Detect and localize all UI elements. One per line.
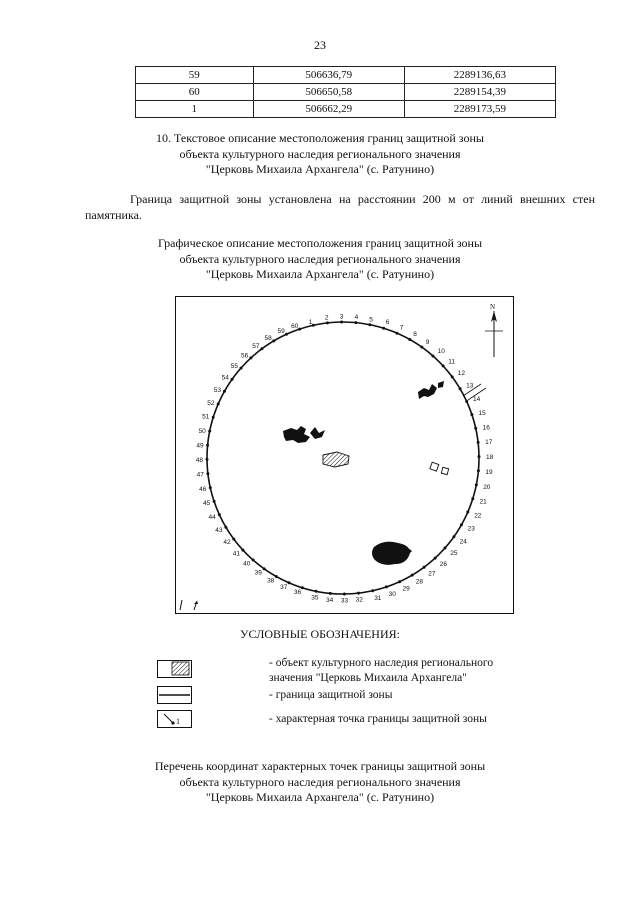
boundary-point [206,472,209,475]
boundary-point [451,375,454,378]
table-row [136,67,556,84]
legend-text-point: - характерная точка границы защитной зоны [269,713,487,725]
boundary-point-label: 16 [482,424,490,432]
boundary-point-label: 57 [252,343,260,351]
boundary-point [272,339,275,342]
legend-point-label: 1 [176,717,180,726]
boundary-point [465,400,468,403]
legend-symbol-boundary [157,686,192,704]
table-cell: 2289154,39 [404,84,555,101]
legend-title: УСЛОВНЫЕ ОБОЗНАЧЕНИЯ: [240,627,400,641]
boundary-point [368,323,371,326]
boundary-point-label: 11 [448,358,456,366]
table-cell: 2289173,59 [404,101,555,118]
boundary-point [371,589,374,592]
boundary-point [477,469,480,472]
boundary-point [471,497,474,500]
legend-text-boundary: - граница защитной зоны [269,689,393,701]
scale-mark-icon [180,600,198,610]
legend-text-line: значения "Церковь Михаила Архангела" [269,672,467,684]
boundary-point-label: 43 [215,526,223,534]
boundary-point [217,403,220,406]
coordinates-table [135,66,556,118]
boundary-point [452,535,455,538]
boundary-point-label: 14 [473,396,481,403]
boundary-point-label: 2 [324,314,329,322]
heritage-object [323,452,349,467]
boundary-point-label: 37 [280,584,288,591]
boundary-point-label: 8 [413,330,417,338]
boundary-point [224,526,227,529]
table-cell: 506636,79 [253,67,404,84]
boundary-point-label: 58 [264,335,272,342]
graphic-heading-line: "Церковь Михаила Архангела" (с. Ратунино) [205,267,435,281]
boundary-point [285,333,288,336]
boundary-point [223,390,226,393]
boundary-point [288,581,291,584]
boundary-map [175,296,514,614]
boundary-point-label: 34 [325,596,334,604]
boundary-point-label: 28 [415,578,424,586]
boundary-point-label: 10 [437,348,445,356]
boundary-point-label: 49 [196,442,204,450]
list-heading-line: "Церковь Михаила Архангела" (с. Ратунино) [205,790,435,804]
table-cell: 1 [136,101,254,118]
building-silhouette [283,426,310,443]
boundary-point [212,416,215,419]
page-number: 23 [314,38,326,52]
table-row [136,84,556,101]
boundary-point [459,387,462,390]
boundary-point-label: 56 [240,352,249,360]
boundary-point [260,347,263,350]
boundary-point-label: 18 [486,454,494,461]
boundary-point-label: 41 [232,550,240,558]
table-cell: 59 [136,67,254,84]
boundary-point-label: 26 [439,560,448,568]
boundary-point [213,500,216,503]
boundary-point-label: 33 [340,597,349,605]
building-silhouette [372,542,410,565]
boundary-point-label: 1 [308,318,313,326]
boundary-point [354,321,357,324]
boundary-point [231,378,234,381]
boundary-point [478,455,481,458]
graphic-heading-line: объекта культурного наследия регионального значения [179,251,461,266]
boundary-point-label: 38 [267,577,275,585]
small-structure [430,462,439,471]
boundary-point-label: 7 [399,324,404,332]
north-arrow-icon [485,303,503,357]
legend-text-line: - объект культурного наследия регионального [269,657,494,669]
boundary-point [431,355,434,358]
section-heading-line: 10. Текстовое описание местоположения границ защитной зоны [156,131,484,145]
boundary-point-label: 39 [254,569,262,577]
boundary-point-label: 44 [208,513,216,521]
boundary-point-label: 59 [277,328,285,336]
boundary-point [423,566,426,569]
boundary-point-label: 27 [428,570,436,578]
boundary-point [206,444,209,447]
boundary-point [442,364,445,367]
boundary-point [357,592,360,595]
list-heading-line: объекта культурного наследия регионального значения [179,774,461,789]
boundary-point-label: 6 [385,319,390,326]
north-label: N [490,303,496,311]
boundary-point-label: 45 [203,500,211,508]
boundary-point-label: 9 [425,338,430,346]
boundary-point-label: 32 [355,596,363,604]
boundary-point-label: 30 [388,591,396,598]
boundary-point [241,549,244,552]
boundary-point-label: 50 [198,427,206,435]
boundary-point [206,458,209,461]
boundary-point-label: 22 [474,512,482,520]
boundary-point [460,523,463,526]
section-heading-line: объекта культурного наследия регионального значения [179,146,461,161]
boundary-point-label: 40 [243,560,251,568]
boundary-point-label: 19 [485,468,493,476]
boundary-point-label: 24 [459,538,467,546]
boundary-point [326,321,329,324]
table-cell: 60 [136,84,254,101]
boundary-point [249,356,252,359]
boundary-point [232,538,235,541]
boundary-point [209,486,212,489]
boundary-point-label: 12 [457,370,466,378]
boundary-point [434,557,437,560]
boundary-point [329,592,332,595]
graphic-heading-line: Графическое описание местоположения границ защитной зоны [157,236,483,250]
building-silhouette [310,427,325,439]
boundary-point [475,483,478,486]
boundary-point-label: 47 [196,471,204,479]
boundary-point-label: 15 [478,409,486,417]
legend-text-heritage [269,656,559,686]
boundary-point [396,332,399,335]
boundary-point-label: 29 [402,585,410,593]
boundary-point [298,328,301,331]
boundary-point-label: 5 [369,316,373,324]
boundary-point-label: 46 [199,486,207,494]
zone-description-paragraph: Граница защитной зоны установлена на расстоянии 200 м от линий внешних стен памятника. [85,192,595,222]
legend-symbol-point [157,710,192,728]
boundary-point [408,338,411,341]
table-cell: 2289136,63 [404,67,555,84]
boundary-point-label: 55 [230,362,238,370]
list-heading [60,759,580,806]
boundary-point [343,593,346,596]
boundary-point [444,546,447,549]
boundary-point [398,580,401,583]
small-structure [441,467,448,474]
legend-symbol-heritage [157,660,192,678]
boundary-point [252,559,255,562]
graphic-heading [60,236,580,283]
boundary-point [340,321,343,324]
boundary-point-label: 51 [202,413,210,421]
boundary-point [263,567,266,570]
boundary-map-drawing [176,297,513,613]
boundary-point-label: 54 [221,374,229,382]
boundary-point [275,575,278,578]
boundary-point-label: 36 [293,589,302,597]
boundary-point-label: 25 [450,550,458,558]
boundary-point-label: 53 [213,386,221,394]
boundary-point [470,413,473,416]
list-heading-line: Перечень координат характерных точек границы защитной зоны [154,759,486,773]
boundary-point-label: 13 [466,382,474,390]
boundary-point-label: 17 [485,439,493,447]
boundary-point [385,585,388,588]
boundary-point [411,574,414,577]
boundary-point [218,513,221,516]
boundary-point [477,441,480,444]
boundary-point [240,367,243,370]
table-row [136,101,556,118]
section-heading-line: "Церковь Михаила Архангела" (с. Ратунино) [205,162,435,176]
boundary-point-label: 23 [467,525,475,533]
boundary-point [315,590,318,593]
boundary-point-label: 48 [195,457,203,464]
boundary-point [208,430,211,433]
boundary-point [420,346,423,349]
boundary-point [474,427,477,430]
table-cell: 506662,29 [253,101,404,118]
boundary-point-label: 52 [207,399,215,407]
boundary-point-label: 60 [291,322,299,330]
boundary-point-label: 21 [479,498,487,506]
section-heading [60,131,580,178]
boundary-point-label: 35 [311,594,319,602]
boundary-point [301,586,304,589]
table-cell: 506650,58 [253,84,404,101]
boundary-point-label: 42 [223,539,231,546]
boundary-point-label: 31 [374,595,382,603]
building-silhouette [438,381,444,388]
boundary-point-label: 4 [354,314,359,322]
building-silhouette [418,384,437,399]
boundary-point-label: 3 [339,313,344,321]
boundary-point [466,511,469,514]
boundary-point [382,327,385,330]
boundary-point-label: 20 [483,483,491,491]
